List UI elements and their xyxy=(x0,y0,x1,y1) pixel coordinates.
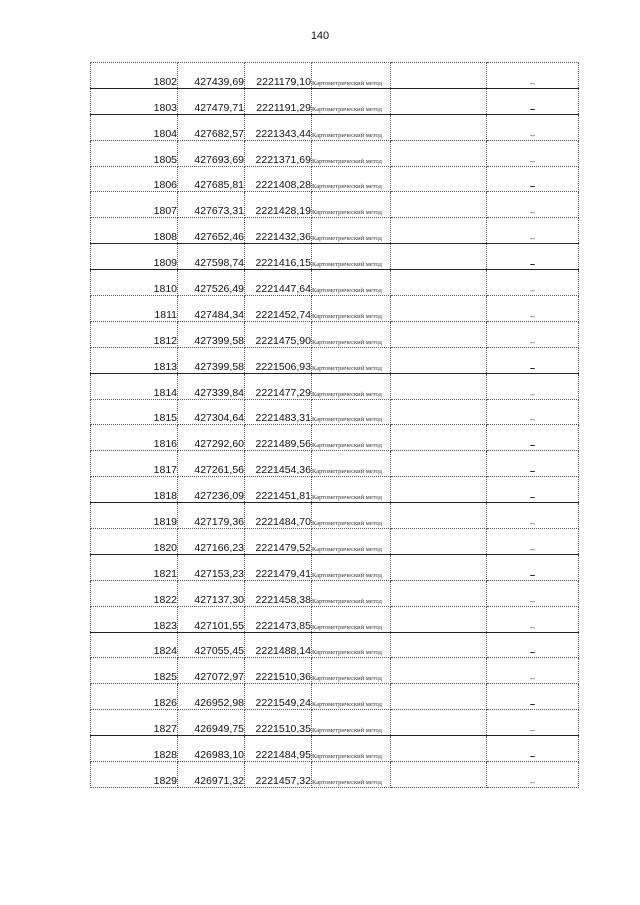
table-row xyxy=(91,270,579,296)
coordinate-x: 426971,32 xyxy=(178,762,245,788)
determination-method: Картометрический метод xyxy=(312,296,391,322)
empty-cell xyxy=(391,166,487,192)
point-number: 1825 xyxy=(91,658,178,684)
determination-method: Картометрический метод xyxy=(312,580,391,606)
point-number: 1817 xyxy=(91,451,178,477)
determination-method: Картометрический метод xyxy=(312,399,391,425)
coordinate-y: 2221343,44 xyxy=(245,114,312,140)
coordinate-x: 427484,34 xyxy=(178,296,245,322)
note-dash-text: – xyxy=(529,440,535,451)
coordinates-table xyxy=(90,62,579,788)
coordinate-x: 427682,57 xyxy=(178,114,245,140)
empty-cell xyxy=(391,684,487,710)
coordinate-y: 2221473,85 xyxy=(245,606,312,632)
determination-method: Картометрический метод xyxy=(312,347,391,373)
note-dash-text: – xyxy=(529,776,535,787)
note-dash-text: – xyxy=(529,259,535,270)
empty-cell xyxy=(391,503,487,529)
coordinate-y: 2221549,24 xyxy=(245,684,312,710)
note-dash-text: – xyxy=(529,647,535,658)
point-number: 1818 xyxy=(91,477,178,503)
note-dash-text: – xyxy=(529,492,535,503)
note-dash xyxy=(487,503,579,529)
determination-method: Картометрический метод xyxy=(312,140,391,166)
point-number: 1820 xyxy=(91,529,178,555)
note-dash xyxy=(487,114,579,140)
point-number: 1803 xyxy=(91,88,178,114)
determination-method: Картометрический метод xyxy=(312,503,391,529)
note-dash-text: – xyxy=(529,310,535,321)
empty-cell xyxy=(391,736,487,762)
table-row xyxy=(91,632,579,658)
coordinate-x: 427693,69 xyxy=(178,140,245,166)
empty-cell xyxy=(391,192,487,218)
note-dash-text: – xyxy=(529,285,535,296)
coordinate-x: 427673,31 xyxy=(178,192,245,218)
note-dash xyxy=(487,166,579,192)
determination-method: Картометрический метод xyxy=(312,529,391,555)
coordinate-y: 2221371,69 xyxy=(245,140,312,166)
table-row xyxy=(91,529,579,555)
determination-method: Картометрический метод xyxy=(312,425,391,451)
note-dash xyxy=(487,63,579,89)
note-dash-text: – xyxy=(529,699,535,710)
determination-method: Картометрический метод xyxy=(312,632,391,658)
table-row xyxy=(91,373,579,399)
point-number: 1826 xyxy=(91,684,178,710)
coordinate-y: 2221506,93 xyxy=(245,347,312,373)
note-dash-text: – xyxy=(529,155,535,166)
empty-cell xyxy=(391,140,487,166)
point-number: 1810 xyxy=(91,270,178,296)
coordinate-x: 427399,58 xyxy=(178,347,245,373)
coordinate-x: 427598,74 xyxy=(178,244,245,270)
coordinate-y: 2221457,32 xyxy=(245,762,312,788)
empty-cell xyxy=(391,114,487,140)
note-dash xyxy=(487,244,579,270)
table-row xyxy=(91,63,579,89)
coordinate-y: 2221451,81 xyxy=(245,477,312,503)
coordinate-x: 426952,98 xyxy=(178,684,245,710)
determination-method: Картометрический метод xyxy=(312,710,391,736)
note-dash-text: – xyxy=(529,569,535,580)
table-row xyxy=(91,321,579,347)
note-dash xyxy=(487,192,579,218)
coordinate-x: 426949,75 xyxy=(178,710,245,736)
coordinate-x: 427055,45 xyxy=(178,632,245,658)
note-dash-text: – xyxy=(529,466,535,477)
point-number: 1802 xyxy=(91,63,178,89)
note-dash xyxy=(487,296,579,322)
coordinate-x: 427526,49 xyxy=(178,270,245,296)
point-number: 1805 xyxy=(91,140,178,166)
note-dash-text: – xyxy=(529,207,535,218)
empty-cell xyxy=(391,88,487,114)
empty-cell xyxy=(391,244,487,270)
table-row xyxy=(91,684,579,710)
note-dash-text: – xyxy=(529,181,535,192)
coordinate-x: 427304,64 xyxy=(178,399,245,425)
empty-cell xyxy=(391,218,487,244)
table-row xyxy=(91,580,579,606)
coordinate-y: 2221475,90 xyxy=(245,321,312,347)
note-dash xyxy=(487,477,579,503)
note-dash xyxy=(487,762,579,788)
empty-cell xyxy=(391,606,487,632)
empty-cell xyxy=(391,529,487,555)
coordinate-y: 2221452,74 xyxy=(245,296,312,322)
coordinates-table-body xyxy=(91,63,579,788)
note-dash xyxy=(487,451,579,477)
coordinate-x: 427685,81 xyxy=(178,166,245,192)
point-number: 1821 xyxy=(91,554,178,580)
empty-cell xyxy=(391,554,487,580)
table-row xyxy=(91,114,579,140)
coordinate-y: 2221179,10 xyxy=(245,63,312,89)
point-number: 1806 xyxy=(91,166,178,192)
empty-cell xyxy=(391,296,487,322)
note-dash-text: – xyxy=(529,751,535,762)
coordinate-y: 2221458,38 xyxy=(245,580,312,606)
note-dash xyxy=(487,270,579,296)
coordinate-y: 2221447,64 xyxy=(245,270,312,296)
determination-method: Картометрический метод xyxy=(312,762,391,788)
table-row xyxy=(91,554,579,580)
point-number: 1813 xyxy=(91,347,178,373)
coordinate-x: 427339,84 xyxy=(178,373,245,399)
coordinate-x: 427292,60 xyxy=(178,425,245,451)
coordinate-x: 427261,56 xyxy=(178,451,245,477)
point-number: 1808 xyxy=(91,218,178,244)
table-row xyxy=(91,347,579,373)
note-dash-text: – xyxy=(529,103,535,114)
empty-cell xyxy=(391,63,487,89)
point-number: 1816 xyxy=(91,425,178,451)
coordinate-x: 426983,10 xyxy=(178,736,245,762)
note-dash-text: – xyxy=(529,621,535,632)
point-number: 1804 xyxy=(91,114,178,140)
note-dash xyxy=(487,632,579,658)
table-row xyxy=(91,192,579,218)
table-row xyxy=(91,244,579,270)
note-dash-text: – xyxy=(529,77,535,88)
determination-method: Картометрический метод xyxy=(312,270,391,296)
point-number: 1809 xyxy=(91,244,178,270)
table-row xyxy=(91,425,579,451)
note-dash-text: – xyxy=(529,362,535,373)
coordinate-x: 427439,69 xyxy=(178,63,245,89)
determination-method: Картометрический метод xyxy=(312,166,391,192)
determination-method: Картометрический метод xyxy=(312,373,391,399)
determination-method: Картометрический метод xyxy=(312,684,391,710)
determination-method: Картометрический метод xyxy=(312,63,391,89)
coordinate-y: 2221510,36 xyxy=(245,658,312,684)
table-row xyxy=(91,140,579,166)
point-number: 1828 xyxy=(91,736,178,762)
coordinate-y: 2221479,41 xyxy=(245,554,312,580)
table-row xyxy=(91,218,579,244)
note-dash-text: – xyxy=(529,673,535,684)
note-dash xyxy=(487,554,579,580)
note-dash xyxy=(487,373,579,399)
coordinate-y: 2221432,36 xyxy=(245,218,312,244)
note-dash xyxy=(487,529,579,555)
coordinate-x: 427101,55 xyxy=(178,606,245,632)
point-number: 1823 xyxy=(91,606,178,632)
determination-method: Картометрический метод xyxy=(312,451,391,477)
determination-method: Картометрический метод xyxy=(312,114,391,140)
table-row xyxy=(91,503,579,529)
point-number: 1814 xyxy=(91,373,178,399)
determination-method: Картометрический метод xyxy=(312,88,391,114)
page-number: 140 xyxy=(310,30,330,42)
note-dash-text: – xyxy=(529,518,535,529)
table-row xyxy=(91,658,579,684)
coordinate-x: 427137,30 xyxy=(178,580,245,606)
table-row xyxy=(91,762,579,788)
empty-cell xyxy=(391,399,487,425)
coordinate-x: 427236,09 xyxy=(178,477,245,503)
determination-method: Картометрический метод xyxy=(312,658,391,684)
note-dash-text: – xyxy=(529,129,535,140)
point-number: 1827 xyxy=(91,710,178,736)
empty-cell xyxy=(391,762,487,788)
coordinate-x: 427479,71 xyxy=(178,88,245,114)
coordinate-y: 2221483,31 xyxy=(245,399,312,425)
empty-cell xyxy=(391,321,487,347)
note-dash xyxy=(487,710,579,736)
note-dash xyxy=(487,218,579,244)
note-dash xyxy=(487,580,579,606)
coordinate-y: 2221484,95 xyxy=(245,736,312,762)
point-number: 1812 xyxy=(91,321,178,347)
empty-cell xyxy=(391,270,487,296)
note-dash-text: – xyxy=(529,233,535,244)
determination-method: Картометрический метод xyxy=(312,477,391,503)
determination-method: Картометрический метод xyxy=(312,606,391,632)
note-dash-text: – xyxy=(529,725,535,736)
table-row xyxy=(91,166,579,192)
determination-method: Картометрический метод xyxy=(312,554,391,580)
coordinate-x: 427166,23 xyxy=(178,529,245,555)
note-dash xyxy=(487,140,579,166)
coordinate-x: 427652,46 xyxy=(178,218,245,244)
note-dash-text: – xyxy=(529,543,535,554)
coordinate-y: 2221479,52 xyxy=(245,529,312,555)
coordinate-x: 427179,36 xyxy=(178,503,245,529)
determination-method: Картометрический метод xyxy=(312,244,391,270)
determination-method: Картометрический метод xyxy=(312,218,391,244)
table-row xyxy=(91,606,579,632)
note-dash xyxy=(487,347,579,373)
point-number: 1819 xyxy=(91,503,178,529)
coordinate-y: 2221477,29 xyxy=(245,373,312,399)
coordinate-x: 427072,97 xyxy=(178,658,245,684)
note-dash xyxy=(487,321,579,347)
point-number: 1824 xyxy=(91,632,178,658)
table-row xyxy=(91,88,579,114)
point-number: 1822 xyxy=(91,580,178,606)
coordinate-y: 2221416,15 xyxy=(245,244,312,270)
table-row xyxy=(91,477,579,503)
empty-cell xyxy=(391,425,487,451)
empty-cell xyxy=(391,632,487,658)
note-dash xyxy=(487,88,579,114)
coordinate-y: 2221488,14 xyxy=(245,632,312,658)
note-dash-text: – xyxy=(529,336,535,347)
coordinate-x: 427399,58 xyxy=(178,321,245,347)
point-number: 1815 xyxy=(91,399,178,425)
determination-method: Картометрический метод xyxy=(312,736,391,762)
empty-cell xyxy=(391,477,487,503)
coordinate-x: 427153,23 xyxy=(178,554,245,580)
empty-cell xyxy=(391,658,487,684)
note-dash xyxy=(487,736,579,762)
note-dash xyxy=(487,658,579,684)
determination-method: Картометрический метод xyxy=(312,192,391,218)
empty-cell xyxy=(391,710,487,736)
point-number: 1807 xyxy=(91,192,178,218)
coordinate-y: 2221408,28 xyxy=(245,166,312,192)
determination-method: Картометрический метод xyxy=(312,321,391,347)
empty-cell xyxy=(391,580,487,606)
table-row xyxy=(91,399,579,425)
coordinate-y: 2221428,19 xyxy=(245,192,312,218)
coordinate-y: 2221191,29 xyxy=(245,88,312,114)
table-row xyxy=(91,710,579,736)
empty-cell xyxy=(391,347,487,373)
note-dash xyxy=(487,684,579,710)
note-dash xyxy=(487,399,579,425)
table-row xyxy=(91,451,579,477)
note-dash-text: – xyxy=(529,414,535,425)
point-number: 1829 xyxy=(91,762,178,788)
coordinate-y: 2221484,70 xyxy=(245,503,312,529)
table-row xyxy=(91,296,579,322)
empty-cell xyxy=(391,373,487,399)
note-dash xyxy=(487,606,579,632)
note-dash xyxy=(487,425,579,451)
coordinate-y: 2221510,35 xyxy=(245,710,312,736)
coordinate-y: 2221489,56 xyxy=(245,425,312,451)
table-row xyxy=(91,736,579,762)
empty-cell xyxy=(391,451,487,477)
note-dash-text: – xyxy=(529,388,535,399)
point-number: 1811 xyxy=(91,296,178,322)
note-dash-text: – xyxy=(529,595,535,606)
coordinate-y: 2221454,36 xyxy=(245,451,312,477)
